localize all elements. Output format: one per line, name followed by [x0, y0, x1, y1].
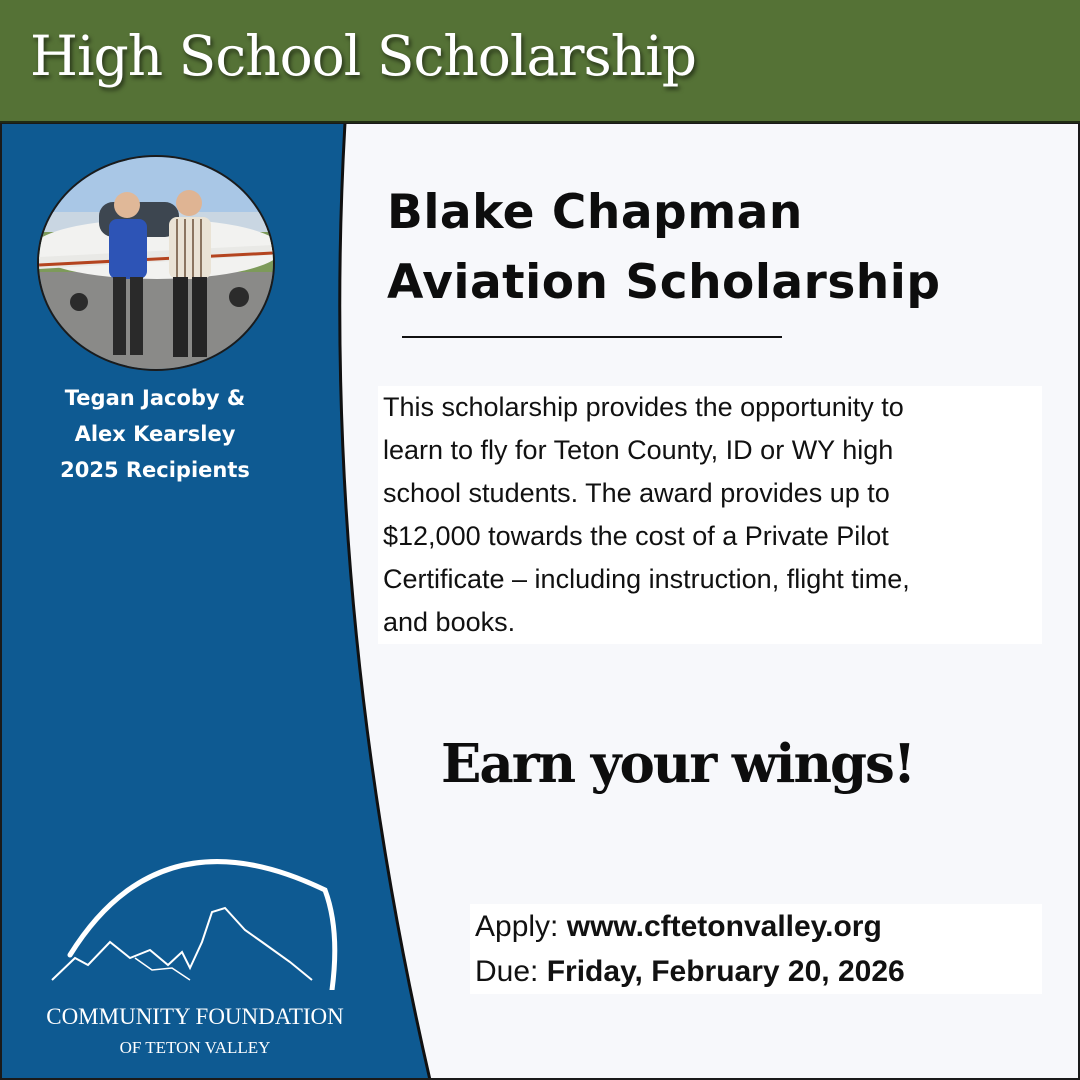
scholarship-title-line-2: Aviation Scholarship	[387, 255, 941, 310]
apply-label: Apply:	[475, 910, 559, 943]
recipients-line-2: Alex Kearsley	[74, 422, 236, 446]
scholarship-title-line-1: Blake Chapman	[387, 185, 803, 240]
header-banner	[0, 0, 1080, 123]
apply-info	[470, 904, 1042, 994]
recipients-photo	[37, 155, 275, 371]
due-date: Friday, February 20, 2026	[546, 955, 905, 988]
description-line: Certificate – including instruction, flight time,	[383, 564, 910, 594]
due-label: Due:	[475, 955, 539, 988]
apply-row	[475, 904, 1042, 949]
due-row	[475, 949, 1042, 994]
scholarship-title	[387, 178, 941, 318]
org-name-line-2: OF TETON VALLEY	[119, 1038, 271, 1057]
scholarship-description	[378, 386, 1042, 644]
description-line: $12,000 towards the cost of a Private Pilot	[383, 521, 889, 551]
recipients-caption	[20, 380, 290, 488]
recipients-line-1: Tegan Jacoby &	[64, 386, 246, 410]
description-line: and books.	[383, 607, 516, 637]
apply-url-link[interactable]: www.cftetonvalley.org	[566, 910, 882, 943]
photo-illustration	[39, 157, 273, 369]
org-name-line-1: COMMUNITY FOUNDATION	[46, 1004, 344, 1029]
title-divider	[402, 336, 782, 338]
tagline: Earn your wings!	[441, 733, 915, 795]
foundation-logo-icon	[40, 830, 350, 990]
header-title: High School Scholarship	[30, 24, 697, 88]
description-line: This scholarship provides the opportunity to	[383, 392, 904, 422]
description-line: school students. The award provides up to	[383, 478, 890, 508]
recipients-line-3: 2025 Recipients	[60, 458, 250, 482]
description-line: learn to fly for Teton County, ID or WY high	[383, 435, 894, 465]
